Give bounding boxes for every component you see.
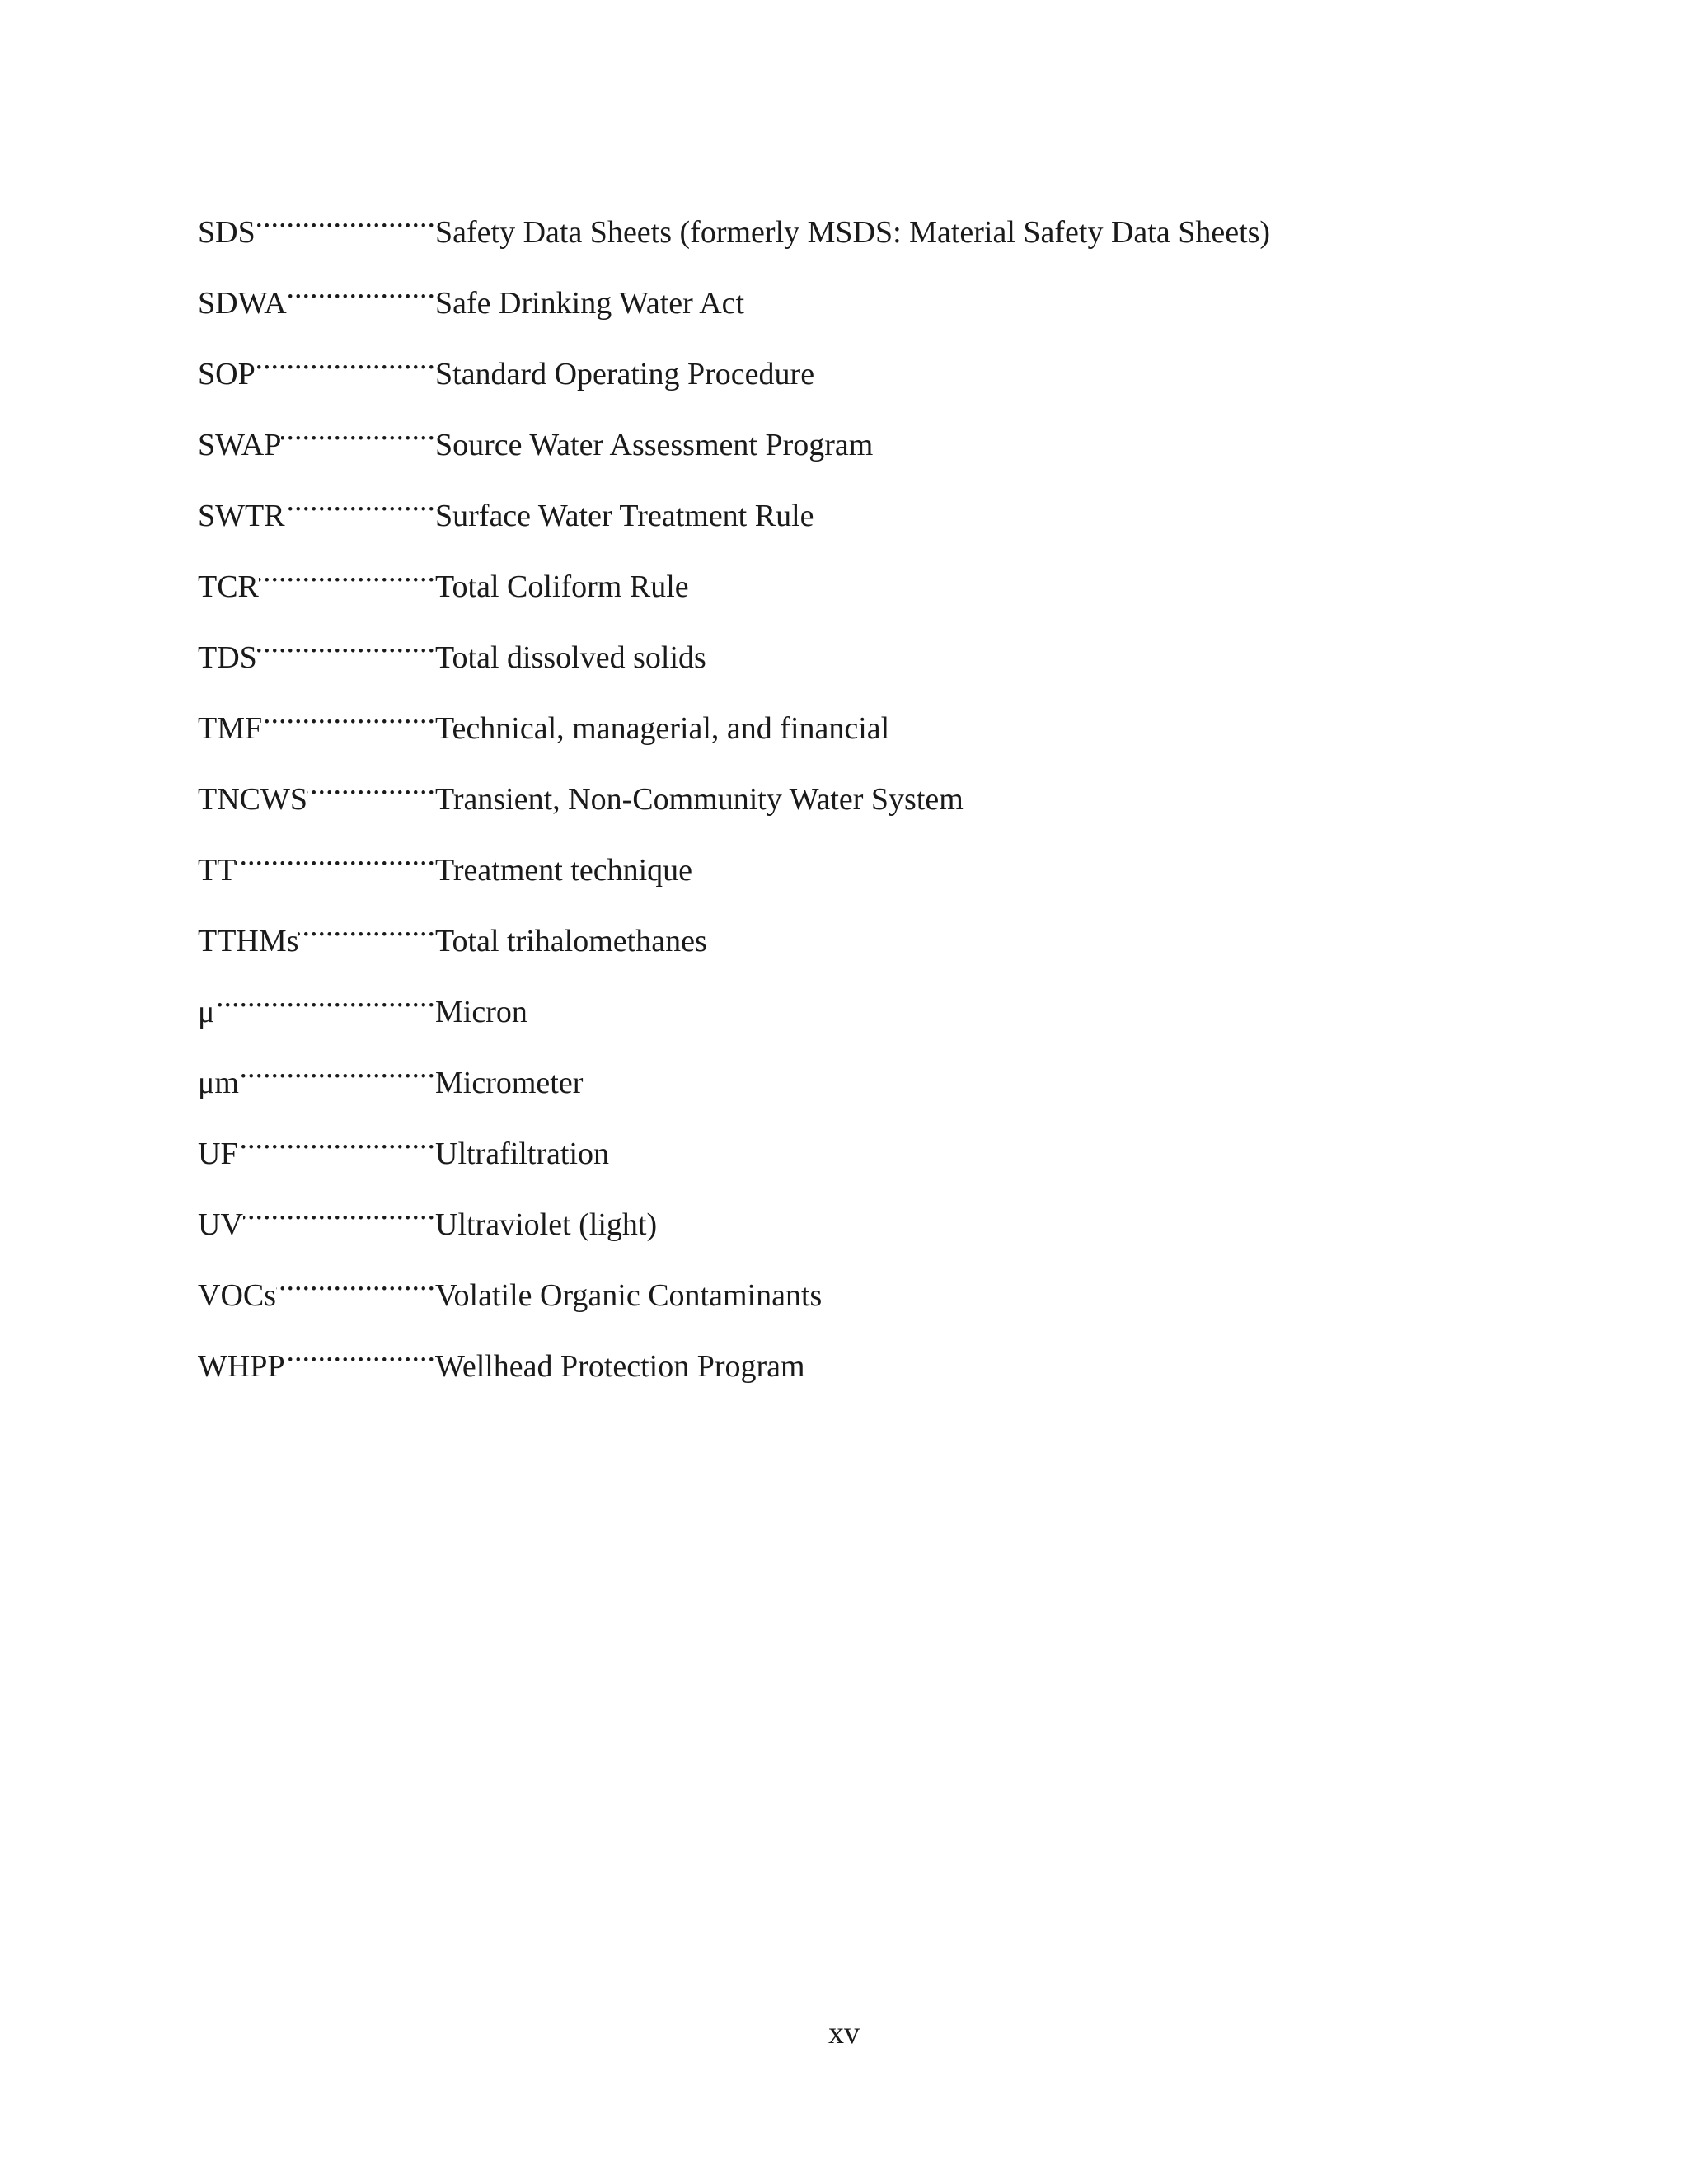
acronym-definition: Transient, Non-Community Water System — [435, 782, 964, 817]
dot-leader — [285, 1325, 435, 1376]
acronym-abbreviation: SDWA — [198, 286, 287, 321]
acronym-abbreviation: μ — [198, 995, 215, 1029]
acronym-definition: Surface Water Treatment Rule — [435, 499, 814, 533]
acronym-definition: Total dissolved solids — [435, 640, 706, 675]
acronym-entry — [198, 829, 1517, 900]
acronym-abbreviation: SWAP — [198, 428, 282, 462]
dot-leader — [214, 971, 435, 1022]
acronym-list — [198, 191, 1517, 1396]
acronym-definition: Volatile Organic Contaminants — [435, 1278, 823, 1313]
dot-leader — [256, 191, 435, 242]
acronym-definition: Micron — [435, 995, 528, 1029]
acronym-definition: Total trihalomethanes — [435, 924, 707, 958]
dot-leader — [281, 404, 435, 455]
acronym-entry — [198, 971, 1517, 1042]
acronym-abbreviation: TMF — [198, 711, 263, 746]
acronym-definition: Total Coliform Rule — [435, 569, 689, 604]
acronym-definition: Safe Drinking Water Act — [435, 286, 745, 321]
acronym-definition: Wellhead Protection Program — [435, 1349, 805, 1384]
acronym-definition: Technical, managerial, and financial — [435, 711, 890, 746]
acronym-abbreviation: TTHMs — [198, 924, 299, 958]
acronym-abbreviation: μm — [198, 1066, 239, 1100]
acronym-abbreviation: TT — [198, 853, 237, 888]
acronym-entry — [198, 191, 1517, 262]
acronym-abbreviation: WHPP — [198, 1349, 285, 1384]
acronym-entry — [198, 1325, 1517, 1396]
acronym-entry — [198, 546, 1517, 616]
acronym-definition: Standard Operating Procedure — [435, 357, 815, 391]
dot-leader — [307, 758, 435, 809]
acronym-definition: Ultrafiltration — [435, 1137, 610, 1171]
acronym-entry — [198, 262, 1517, 333]
acronym-entry — [198, 1183, 1517, 1254]
dot-leader — [285, 475, 435, 526]
acronym-definition: Source Water Assessment Program — [435, 428, 874, 462]
acronym-entry — [198, 616, 1517, 687]
acronym-entry — [198, 758, 1517, 829]
dot-leader — [236, 829, 435, 880]
acronym-abbreviation: SWTR — [198, 499, 285, 533]
page-number: xv — [828, 2016, 860, 2050]
acronym-entry — [198, 900, 1517, 971]
dot-leader — [262, 687, 435, 738]
acronym-entry — [198, 1113, 1517, 1183]
acronym-abbreviation: TCR — [198, 569, 259, 604]
dot-leader — [257, 616, 435, 668]
acronym-definition: Micrometer — [435, 1066, 584, 1100]
dot-leader — [276, 1254, 435, 1305]
acronym-abbreviation: VOCs — [198, 1278, 277, 1313]
acronym-definition: Treatment technique — [435, 853, 693, 888]
dot-leader — [238, 1113, 435, 1164]
dot-leader — [256, 333, 435, 384]
acronym-abbreviation: SDS — [198, 215, 256, 250]
dot-leader — [243, 1183, 435, 1235]
dot-leader — [287, 262, 435, 313]
acronym-abbreviation: TDS — [198, 640, 257, 675]
dot-leader — [298, 900, 435, 951]
acronym-abbreviation: UV — [198, 1207, 243, 1242]
dot-leader — [259, 546, 435, 597]
dot-leader — [239, 1042, 435, 1093]
acronym-entry — [198, 475, 1517, 546]
acronym-entry — [198, 687, 1517, 758]
acronym-abbreviation: SOP — [198, 357, 256, 391]
acronym-definition: Ultraviolet (light) — [435, 1207, 658, 1242]
acronym-abbreviation: UF — [198, 1137, 238, 1171]
acronym-abbreviation: TNCWS — [198, 782, 307, 817]
acronym-definition: Safety Data Sheets (formerly MSDS: Material Safety Data Sheets) — [435, 215, 1271, 250]
acronym-entry — [198, 333, 1517, 404]
acronym-entry — [198, 1254, 1517, 1325]
acronym-entry — [198, 404, 1517, 475]
acronym-entry — [198, 1042, 1517, 1113]
